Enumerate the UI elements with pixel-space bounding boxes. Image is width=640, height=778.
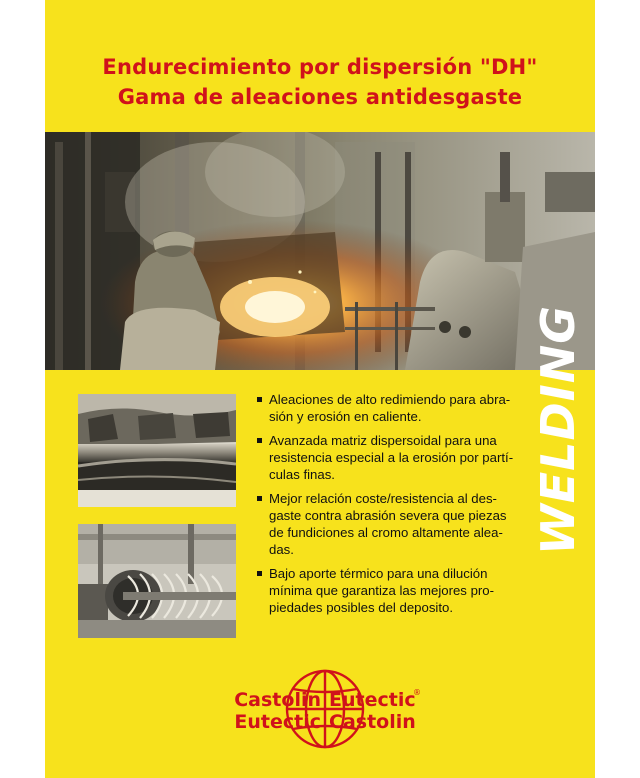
screw-conveyor-photo xyxy=(78,524,236,638)
registered-mark: ® xyxy=(413,688,421,697)
feature-list xyxy=(257,391,537,623)
logo-castolin-bottom: Castolin xyxy=(329,711,416,733)
logo-eutectic-bottom: Eutectic xyxy=(234,711,321,733)
bullet-square-icon xyxy=(257,496,262,501)
list-item: Mejor relación coste/resistencia al des- gaste contra abrasión severa que piezas de fundiciones al cromo altamente alea- das. xyxy=(257,490,537,558)
welding-side-label: WELDING xyxy=(531,304,585,556)
list-item: Aleaciones de alto redimiendo para abra- sión y erosión en caliente. xyxy=(257,391,537,425)
bullet-square-icon xyxy=(257,571,262,576)
title-line-1: Endurecimiento por dispersión "DH" xyxy=(102,55,538,79)
brochure-page xyxy=(45,0,595,778)
logo-castolin-top: Castolin xyxy=(234,689,321,711)
page-title xyxy=(45,52,595,112)
list-item: Bajo aporte térmico para una dilución mínima que garantiza las mejores pro- piedades posibles del deposito. xyxy=(257,565,537,616)
list-item: Avanzada matriz dispersoidal para una resistencia especial a la erosión por partí- culas finas. xyxy=(257,432,537,483)
title-line-2: Gama de aleaciones antidesgaste xyxy=(117,85,523,109)
bullet-square-icon xyxy=(257,397,262,402)
foundry-hero-photo xyxy=(45,132,595,370)
castolin-eutectic-logo xyxy=(205,665,445,757)
logo-eutectic-top: Eutectic xyxy=(329,689,416,711)
bullet-square-icon xyxy=(257,438,262,443)
hardfaced-part-photo xyxy=(78,394,236,507)
